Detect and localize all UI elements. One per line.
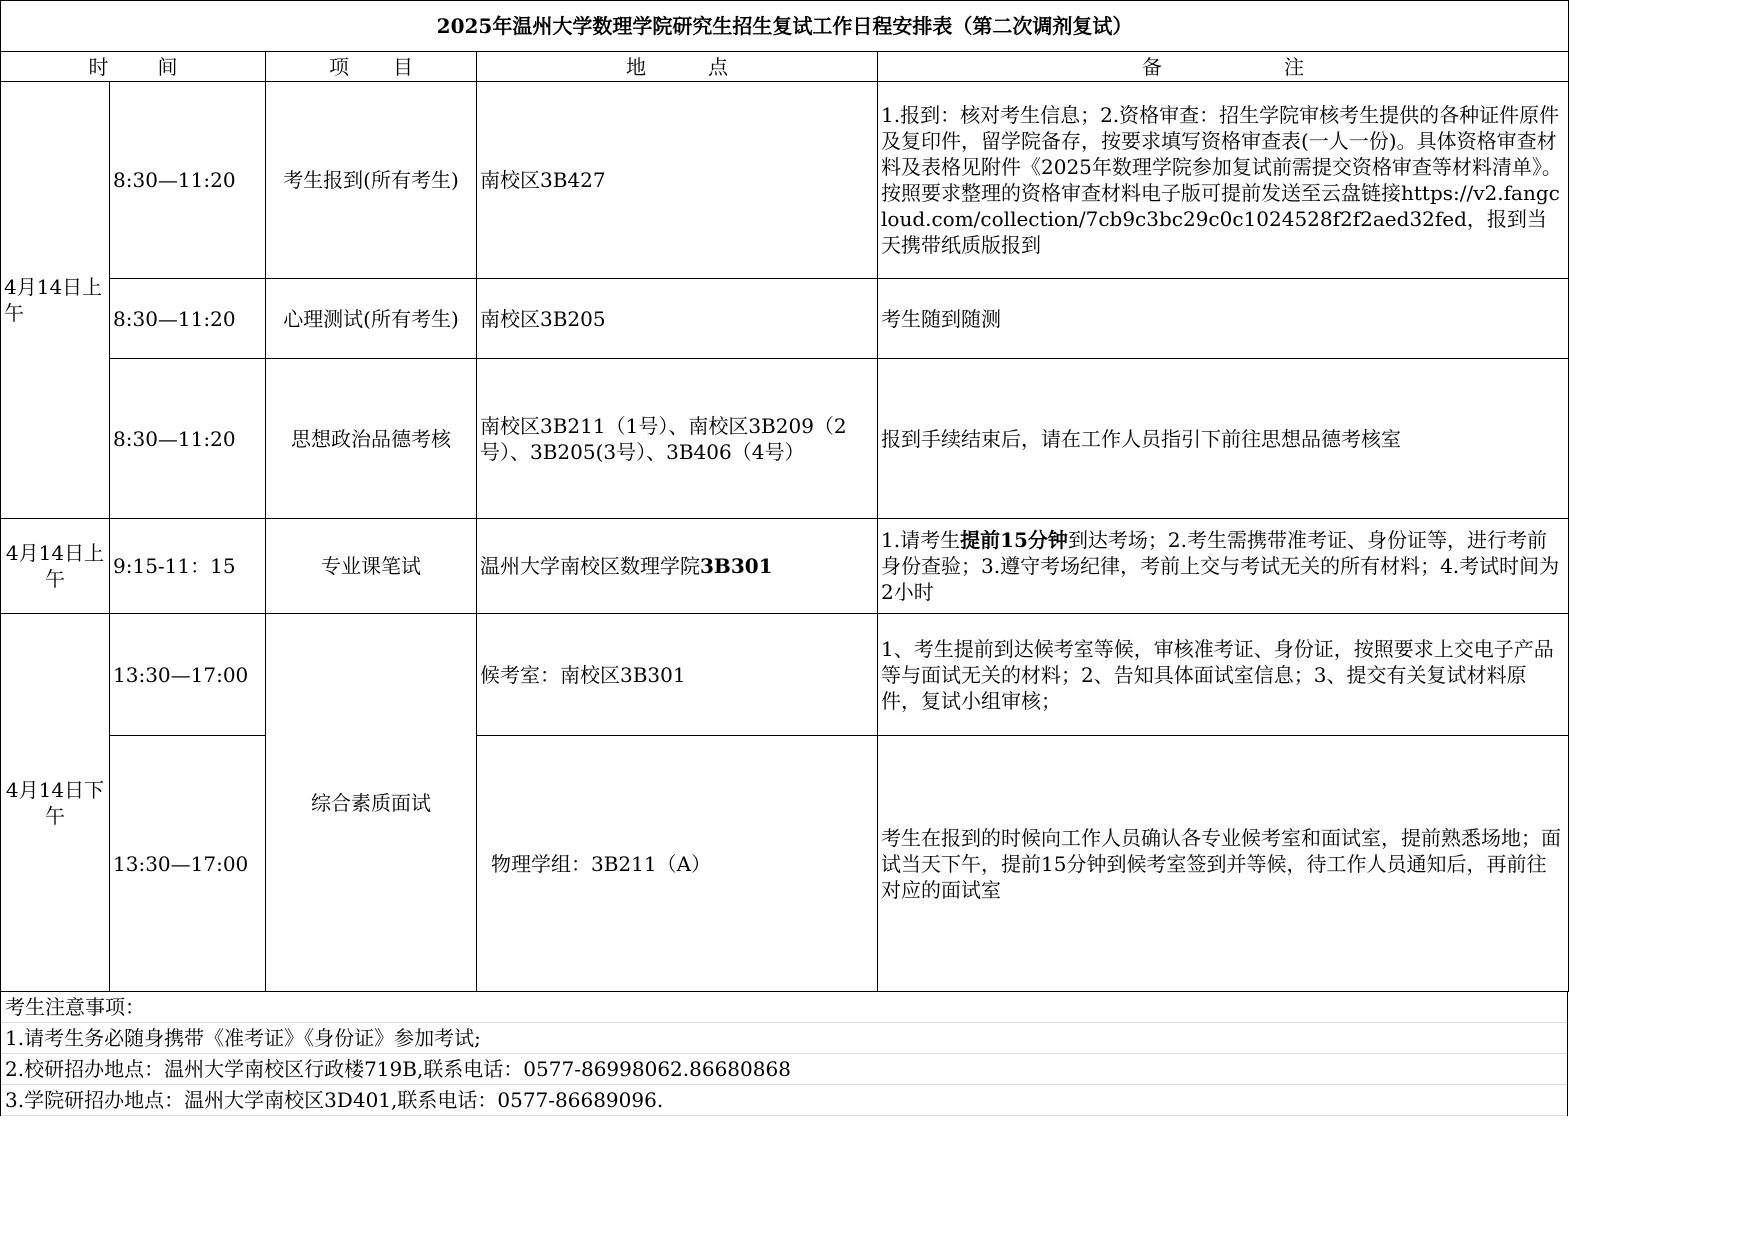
header-time-char-2: 间 — [157, 54, 178, 79]
item-cell: 考生报到(所有考生) — [266, 82, 477, 279]
table-row — [1, 736, 1569, 992]
place-cell: 候考室：南校区3B301 — [477, 614, 878, 736]
header-place-char-1: 地 — [626, 54, 646, 79]
header-time — [1, 52, 266, 82]
note-cell: 报到手续结束后，请在工作人员指引下前往思想品德考核室 — [878, 359, 1569, 519]
place-cell — [477, 519, 878, 614]
header-place — [477, 52, 878, 82]
place-cell: 物理学组：3B211（A） — [477, 736, 878, 992]
time-cell: 9:15-11：15 — [110, 519, 266, 614]
item-cell: 心理测试(所有考生) — [266, 279, 477, 359]
place-cell: 南校区3B427 — [477, 82, 878, 279]
notes-heading: 考生注意事项： — [1, 992, 1567, 1023]
table-row — [1, 614, 1569, 736]
header-item-char-1: 项 — [329, 54, 349, 79]
note-text-bold: 提前15分钟 — [960, 528, 1068, 552]
header-place-char-2: 点 — [708, 54, 728, 79]
time-cell: 8:30—11:20 — [110, 279, 266, 359]
item-cell: 专业课笔试 — [266, 519, 477, 614]
title-row — [1, 1, 1569, 52]
date-cell-afternoon: 4月14日下午 — [1, 614, 110, 992]
item-cell: 思想政治品德考核 — [266, 359, 477, 519]
time-cell: 13:30—17:00 — [110, 614, 266, 736]
place-cell: 南校区3B211（1号）、南校区3B209（2号）、3B205(3号）、3B406（4号） — [477, 359, 878, 519]
header-item-char-2: 目 — [393, 54, 413, 79]
date-cell-morning-1: 4月14日上午 — [1, 82, 110, 519]
time-cell: 8:30—11:20 — [110, 359, 266, 519]
header-note — [878, 52, 1569, 82]
header-row — [1, 52, 1569, 82]
item-cell-interview: 综合素质面试 — [266, 614, 477, 992]
note-text-rest: 到达考场；2.考生需携带准考证、身份证等，进行考前身份查验；3.遵守考场纪律，考前上交与考试无关的所有材料；4.考试时间为2小时 — [881, 528, 1560, 604]
header-time-char-1: 时 — [88, 54, 109, 79]
note-cell: 1.报到：核对考生信息；2.资格审查：招生学院审核考生提供的各种证件原件及复印件，留学院备存，按要求填写资格审查表(一人一份)。具体资格审查材料及表格见附件《2025年数理学院参加复试前需提交资格审查等材料清单》。按照要求整理的资格审查材料电子版可提前发送至云盘链接https://v2.fangcloud.com/collection/7cb9c3bc29c0c1024528f2f2aed32fed，报到当天携带纸质版报到 — [878, 82, 1569, 279]
table-row — [1, 519, 1569, 614]
note-text-start: 1.请考生 — [881, 528, 961, 552]
place-cell: 南校区3B205 — [477, 279, 878, 359]
table-row — [1, 279, 1569, 359]
place-text: 温州大学南校区数理学院 — [480, 554, 700, 578]
note-cell: 1、考生提前到达候考室等候，审核准考证、身份证，按照要求上交电子产品等与面试无关的材料；2、告知具体面试室信息；3、提交有关复试材料原件，复试小组审核； — [878, 614, 1569, 736]
place-room-bold: 3B301 — [700, 554, 773, 578]
note-item: 1.请考生务必随身携带《准考证》《身份证》参加考试; — [1, 1023, 1567, 1054]
table-title: 2025年温州大学数理学院研究生招生复试工作日程安排表（第二次调剂复试） — [1, 1, 1569, 52]
table-row — [1, 359, 1569, 519]
time-cell: 8:30—11:20 — [110, 82, 266, 279]
note-cell: 考生随到随测 — [878, 279, 1569, 359]
note-cell: 考生在报到的时候向工作人员确认各专业候考室和面试室，提前熟悉场地；面试当天下午，提前15分钟到候考室签到并等候，待工作人员通知后，再前往对应的面试室 — [878, 736, 1569, 992]
table-row — [1, 82, 1569, 279]
header-item — [266, 52, 477, 82]
note-item: 2.校研招办地点：温州大学南校区行政楼719B,联系电话：0577-86998062.86680868 — [1, 1054, 1567, 1085]
note-cell — [878, 519, 1569, 614]
header-note-char-1: 备 — [1142, 54, 1162, 79]
date-cell-morning-2: 4月14日上午 — [1, 519, 110, 614]
header-note-char-2: 注 — [1284, 54, 1304, 79]
notes-section — [0, 992, 1568, 1116]
note-item: 3.学院研招办地点：温州大学南校区3D401,联系电话：0577-86689096. — [1, 1085, 1567, 1116]
time-cell: 13:30—17:00 — [110, 736, 266, 992]
